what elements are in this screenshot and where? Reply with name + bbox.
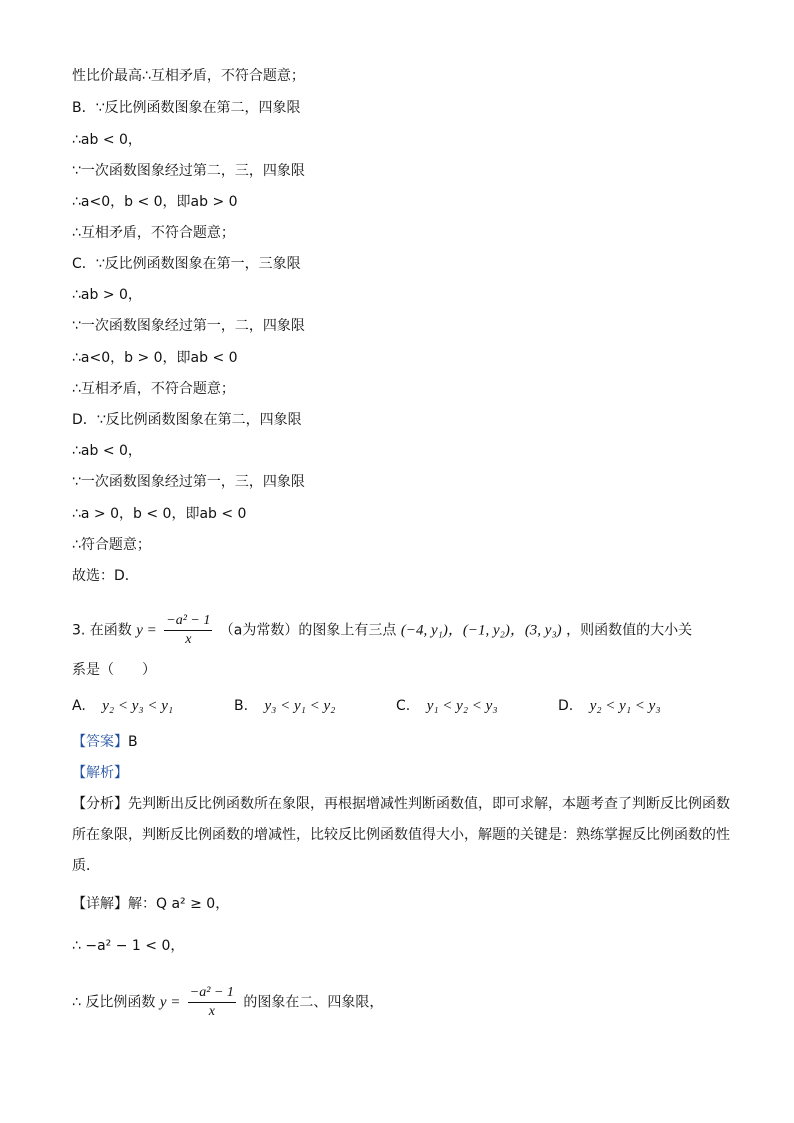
detail-fraction-denominator: x xyxy=(208,1004,215,1019)
detail-line3-suffix: 的图象在二、四象限， xyxy=(243,994,384,1011)
question-y-eq: y = xyxy=(136,622,157,639)
detail-fraction xyxy=(188,984,236,1021)
detail-tag: 【详解】 xyxy=(72,896,128,912)
option-d-expr: y₂ < y₁ < y₃ xyxy=(589,698,661,714)
option-a-expr: y₂ < y₃ < y₁ xyxy=(102,698,174,714)
fraction-denominator: x xyxy=(185,632,192,647)
solution-line: C．∵反比例函数图象在第一，三象限 xyxy=(72,256,301,272)
option-a xyxy=(72,696,173,716)
option-b-label: B. xyxy=(234,698,249,714)
detail-line3-y: y = xyxy=(159,994,181,1011)
detail-fraction-numerator: −a² − 1 xyxy=(188,984,236,1003)
question-prefix: 3. 在函数 xyxy=(72,622,132,639)
solution-line: ∴a<0，b > 0，即ab < 0 xyxy=(72,350,238,366)
solution-line: 性比价最高∴互相矛盾，不符合题意； xyxy=(72,68,305,84)
answer-line xyxy=(72,732,138,752)
analysis-label: 【解析】 xyxy=(72,765,128,781)
solution-line: ∴ab < 0， xyxy=(72,132,142,148)
option-d-label: D. xyxy=(558,698,574,714)
option-c-label: C. xyxy=(396,698,411,714)
analysis-paragraph xyxy=(72,789,732,882)
solution-line: ∴互相矛盾，不符合题意； xyxy=(72,381,235,397)
question-points: (−4, y₁)，(−1, y₂)，(3, y₃) xyxy=(400,622,562,639)
detail-line-1 xyxy=(72,894,229,914)
solution-line: ∴互相矛盾，不符合题意； xyxy=(72,225,235,241)
solution-line: ∵一次函数图象经过第一，二，四象限 xyxy=(72,318,305,334)
question-3-line-1 xyxy=(72,612,692,649)
option-b xyxy=(234,696,335,716)
solution-line: ∵一次函数图象经过第一，三，四象限 xyxy=(72,474,305,490)
solution-line: ∴ab < 0， xyxy=(72,443,142,459)
detail-line-3 xyxy=(72,984,383,1021)
question-fraction xyxy=(164,612,212,649)
detail-text-1: 解：Q a² ≥ 0， xyxy=(128,896,230,912)
option-c xyxy=(396,696,498,716)
analysis-text: 先判断出反比例函数所在象限，再根据增减性判断函数值，即可求解，本题考查了判断反比例函数所在象限，判断反比例函数的增减性，比较反比例函数值得大小，解题的关键是：熟练掌握反比例函数的性质． xyxy=(72,796,730,874)
fraction-numerator: −a² − 1 xyxy=(164,612,212,631)
analysis-heading xyxy=(72,763,128,783)
solution-line: B．∵反比例函数图象在第二，四象限 xyxy=(72,100,301,116)
analysis-tag: 【分析】 xyxy=(72,796,128,812)
solution-line: D．∵反比例函数图象在第二，四象限 xyxy=(72,412,302,428)
answer-value: B xyxy=(128,734,138,750)
detail-line3-prefix: ∴ 反比例函数 xyxy=(72,994,156,1011)
question-3-line-2: 系是（ ） xyxy=(72,662,156,678)
option-d xyxy=(558,696,661,716)
option-a-label: A. xyxy=(72,698,86,714)
solution-line: ∴符合题意； xyxy=(72,537,151,553)
question-suffix: ，则函数值的大小关 xyxy=(566,622,693,639)
detail-line-2: ∴ −a² − 1 < 0， xyxy=(72,938,185,954)
option-b-expr: y₃ < y₁ < y₂ xyxy=(264,698,336,714)
answer-label: 【答案】 xyxy=(72,734,128,750)
solution-line: 故选：D． xyxy=(72,568,139,584)
solution-line: ∴a > 0，b < 0，即ab < 0 xyxy=(72,506,247,522)
option-c-expr: y₁ < y₂ < y₃ xyxy=(426,698,498,714)
solution-line: ∵一次函数图象经过第二，三，四象限 xyxy=(72,163,305,179)
solution-line: ∴ab > 0， xyxy=(72,287,142,303)
question-middle: （a为常数）的图象上有三点 xyxy=(219,622,397,639)
solution-line: ∴a<0，b < 0，即ab > 0 xyxy=(72,194,238,210)
